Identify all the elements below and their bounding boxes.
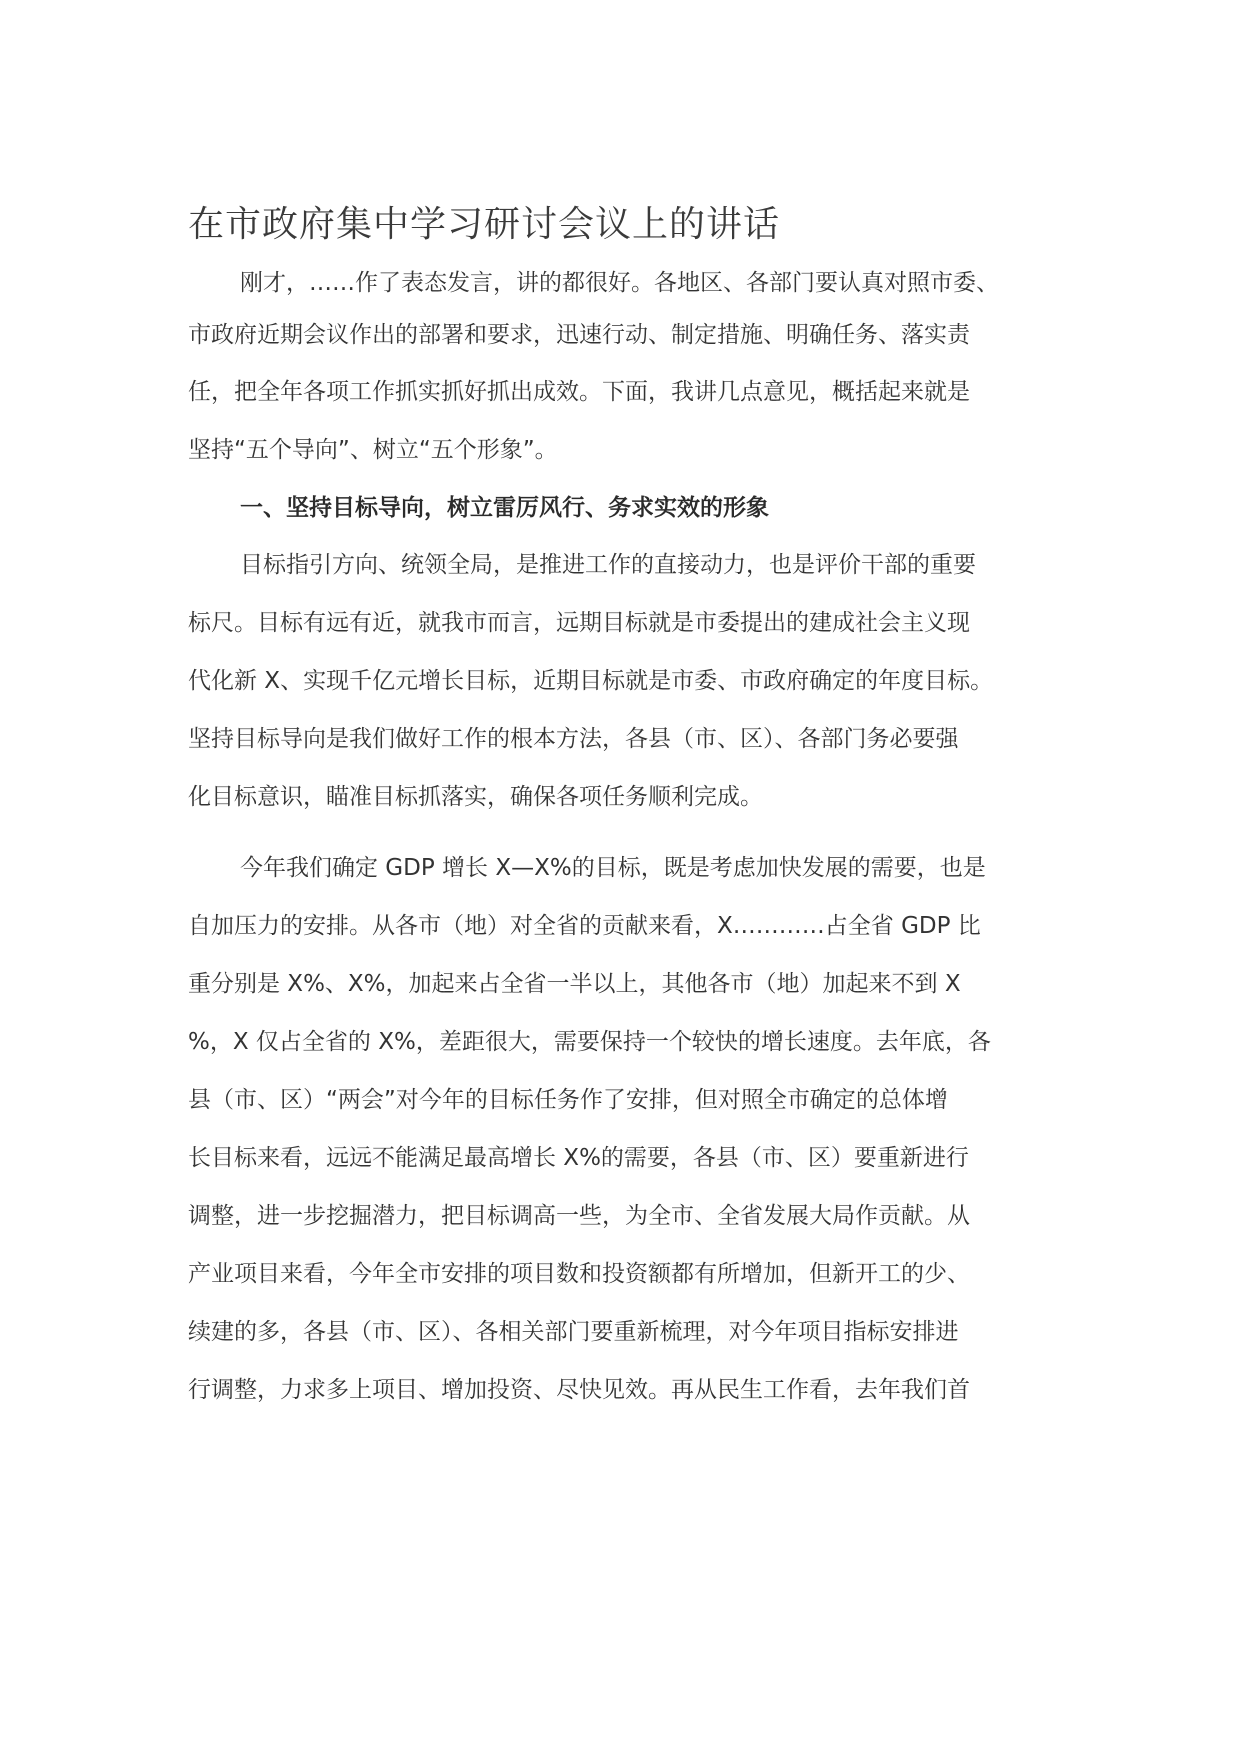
paragraph-line: 今年我们确定 GDP 增长 X—X%的目标，既是考虑加快发展的需要，也是 bbox=[240, 855, 986, 881]
paragraph-line: 任，把全年各项工作抓实抓好抓出成效。下面，我讲几点意见，概括起来就是 bbox=[188, 379, 970, 405]
paragraph-line: 行调整，力求多上项目、增加投资、尽快见效。再从民生工作看，去年我们首 bbox=[188, 1377, 970, 1403]
paragraph-line: 标尺。目标有远有近，就我市而言，远期目标就是市委提出的建成社会主义现 bbox=[188, 610, 970, 636]
paragraph-line: 自加压力的安排。从各市（地）对全省的贡献来看，X…………占全省 GDP 比 bbox=[188, 913, 981, 939]
paragraph-line: 代化新 X、实现千亿元增长目标，近期目标就是市委、市政府确定的年度目标。 bbox=[188, 668, 994, 694]
paragraph-line: 调整，进一步挖掘潜力，把目标调高一些，为全市、全省发展大局作贡献。从 bbox=[188, 1203, 970, 1229]
paragraph-line: 重分别是 X%、X%，加起来占全省一半以上，其他各市（地）加起来不到 X bbox=[188, 971, 961, 997]
paragraph-line: 产业项目来看，今年全市安排的项目数和投资额都有所增加，但新开工的少、 bbox=[188, 1261, 970, 1287]
paragraph-line: 长目标来看，远远不能满足最高增长 X%的需要，各县（市、区）要重新进行 bbox=[188, 1145, 969, 1171]
paragraph-line: 刚才，……作了表态发言，讲的都很好。各地区、各部门要认真对照市委、 bbox=[240, 270, 999, 296]
document-title: 在市政府集中学习研讨会议上的讲话 bbox=[188, 204, 781, 245]
paragraph-line: 化目标意识，瞄准目标抓落实，确保各项任务顺利完成。 bbox=[188, 784, 763, 810]
paragraph-line: 坚持“五个导向”、树立“五个形象”。 bbox=[188, 437, 558, 463]
paragraph-line: 县（市、区）“两会”对今年的目标任务作了安排，但对照全市确定的总体增 bbox=[188, 1087, 948, 1113]
paragraph-line: 市政府近期会议作出的部署和要求，迅速行动、制定措施、明确任务、落实责 bbox=[188, 322, 970, 348]
paragraph-line: 续建的多，各县（市、区）、各相关部门要重新梳理，对今年项目指标安排进 bbox=[188, 1319, 959, 1345]
paragraph-line: 坚持目标导向是我们做好工作的根本方法，各县（市、区）、各部门务必要强 bbox=[188, 726, 959, 752]
paragraph-line: %，X 仅占全省的 X%，差距很大，需要保持一个较快的增长速度。去年底，各 bbox=[188, 1029, 991, 1055]
section-heading: 一、坚持目标导向，树立雷厉风行、务求实效的形象 bbox=[240, 495, 769, 521]
paragraph-line: 目标指引方向、统领全局，是推进工作的直接动力，也是评价干部的重要 bbox=[240, 552, 976, 578]
